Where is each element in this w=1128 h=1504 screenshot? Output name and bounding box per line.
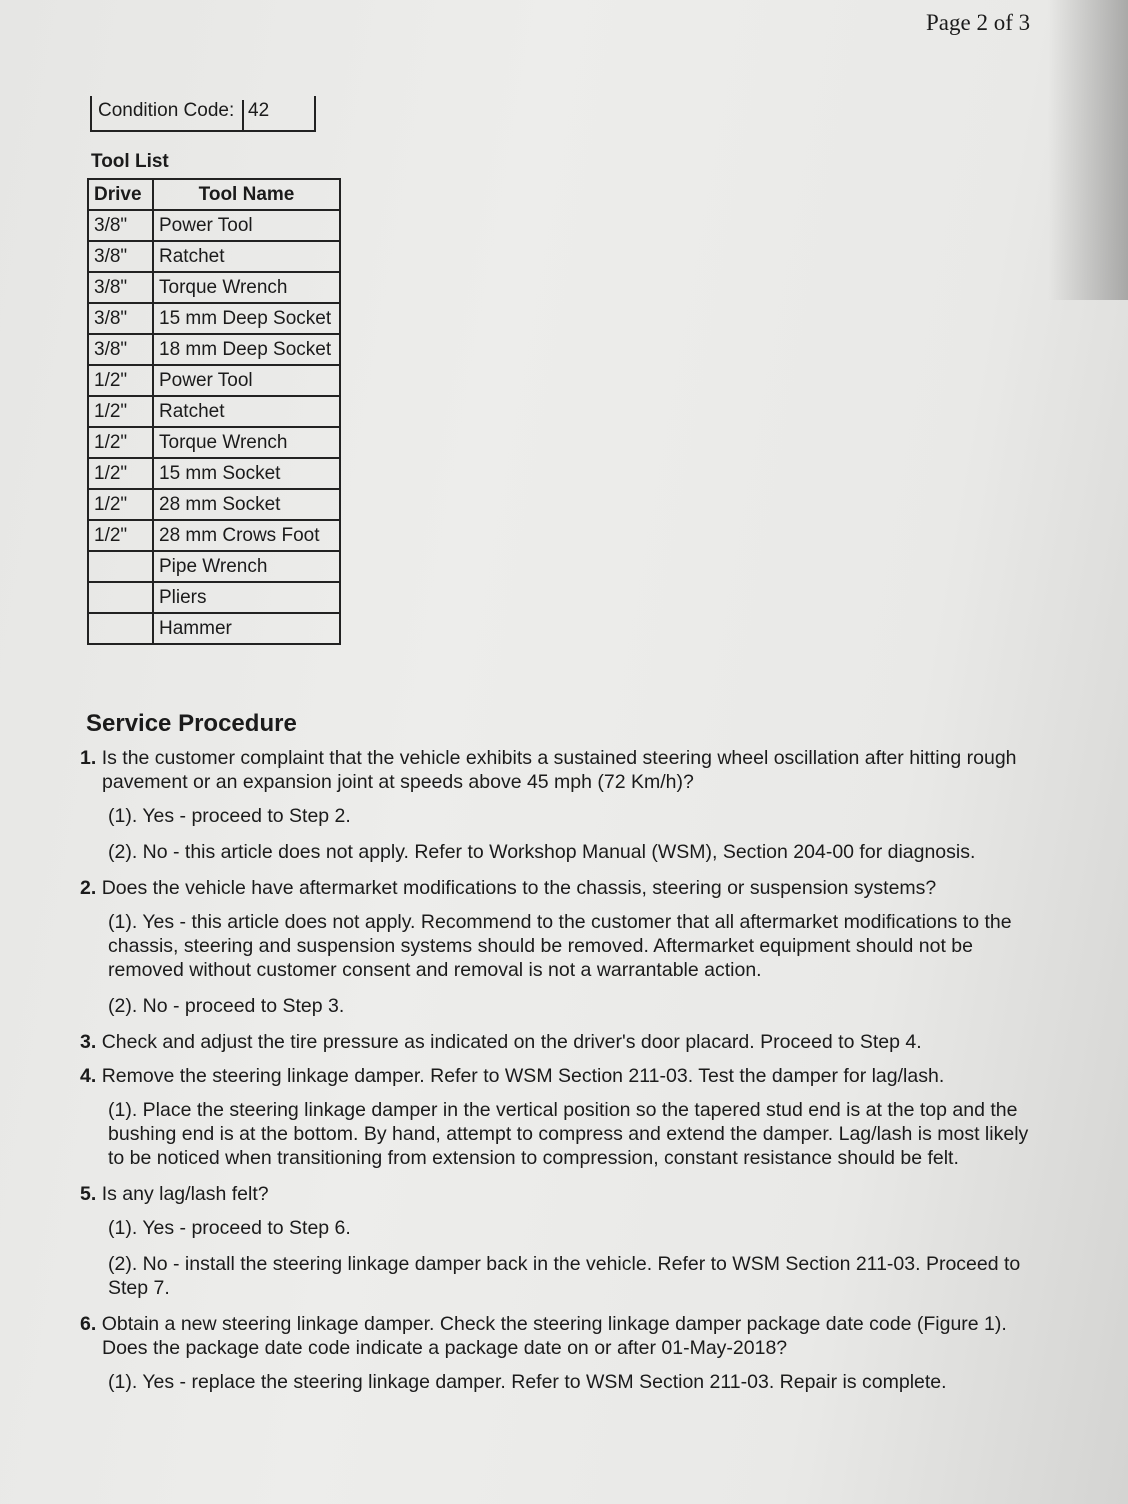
table-row — [88, 458, 340, 489]
step-text: Does the vehicle have aftermarket modifications to the chassis, steering or suspension systems? — [101, 877, 937, 899]
table-row — [88, 396, 340, 427]
step-option: (1). Yes - proceed to Step 6. — [108, 1217, 351, 1239]
header-tool-name: Tool Name — [153, 179, 340, 210]
condition-code-box — [90, 96, 316, 132]
table-row — [88, 365, 340, 396]
drive-cell: 1/2" — [88, 396, 153, 427]
table-row — [88, 489, 340, 520]
step-number: 3. — [80, 1031, 97, 1053]
table-row — [88, 520, 340, 551]
step-option: (1). Place the steering linkage damper in the vertical position so the tapered stud end is at the top and the bushing end is at the bottom. By hand, attempt to compress and extend the damper. Lag/lash is most likely to be noticed when transitioning from extension to compression, constant resistance should be felt. — [108, 1099, 1029, 1169]
tool-name-cell: Power Tool — [153, 210, 340, 241]
service-procedure-title: Service Procedure — [86, 710, 297, 737]
tool-name-cell: 15 mm Socket — [153, 458, 340, 489]
step-option: (1). Yes - replace the steering linkage damper. Refer to WSM Section 211-03. Repair is complete. — [108, 1371, 947, 1393]
drive-cell: 1/2" — [88, 427, 153, 458]
step-text: Obtain a new steering linkage damper. Check the steering linkage damper package date code (Figure 1). Does the package date code indicate a package date on or after 01-May-2018? — [101, 1313, 1007, 1359]
table-row — [88, 303, 340, 334]
step-text: Check and adjust the tire pressure as indicated on the driver's door placard. Proceed to Step 4. — [101, 1031, 922, 1053]
drive-cell: 3/8" — [88, 334, 153, 365]
table-row — [88, 613, 340, 644]
procedure-step — [80, 1030, 1040, 1054]
header-drive: Drive — [88, 179, 153, 210]
drive-cell: 1/2" — [88, 520, 153, 551]
procedure-step — [80, 876, 1040, 900]
table-row — [88, 210, 340, 241]
drive-cell — [88, 551, 153, 582]
drive-cell: 3/8" — [88, 303, 153, 334]
table-row — [88, 427, 340, 458]
tool-name-cell: Torque Wrench — [153, 272, 340, 303]
condition-code-label: Condition Code: — [98, 100, 235, 121]
table-header-row — [88, 179, 340, 210]
tool-name-cell: Ratchet — [153, 241, 340, 272]
tool-name-cell: Pliers — [153, 582, 340, 613]
procedure-step — [80, 1064, 1040, 1088]
step-option: (2). No - install the steering linkage damper back in the vehicle. Refer to WSM Section 211-03. Proceed to Step 7. — [108, 1253, 1021, 1299]
step-option: (2). No - proceed to Step 3. — [108, 995, 345, 1017]
step-number: 1. — [80, 747, 97, 769]
tool-name-cell: Ratchet — [153, 396, 340, 427]
drive-cell: 1/2" — [88, 489, 153, 520]
tool-name-cell: Power Tool — [153, 365, 340, 396]
drive-cell — [88, 582, 153, 613]
drive-cell: 1/2" — [88, 365, 153, 396]
page-number: Page 2 of 3 — [926, 10, 1031, 35]
step-number: 6. — [80, 1313, 97, 1335]
table-row — [88, 582, 340, 613]
condition-code-value: 42 — [242, 100, 269, 130]
procedure-step — [80, 1182, 1040, 1206]
tool-name-cell: 18 mm Deep Socket — [153, 334, 340, 365]
drive-cell: 3/8" — [88, 241, 153, 272]
tool-name-cell: Pipe Wrench — [153, 551, 340, 582]
step-text: Is the customer complaint that the vehicle exhibits a sustained steering wheel oscillation after hitting rough pavement or an expansion joint at speeds above 45 mph (72 Km/h)? — [101, 747, 1017, 793]
drive-cell: 3/8" — [88, 272, 153, 303]
table-row — [88, 551, 340, 582]
tool-name-cell: 28 mm Crows Foot — [153, 520, 340, 551]
step-number: 2. — [80, 877, 97, 899]
step-number: 4. — [80, 1065, 97, 1087]
tool-name-cell: Torque Wrench — [153, 427, 340, 458]
tool-name-cell: Hammer — [153, 613, 340, 644]
procedure-steps — [80, 746, 1040, 1406]
step-option: (1). Yes - this article does not apply. Recommend to the customer that all aftermarket modifications to the chassis, steering and suspension systems should be removed. Aftermarket equipment should not be removed without customer consent and removal is not a warrantable action. — [108, 911, 1012, 981]
photo-shadow — [1048, 0, 1128, 300]
step-option: (1). Yes - proceed to Step 2. — [108, 805, 351, 827]
tool-name-cell: 15 mm Deep Socket — [153, 303, 340, 334]
step-number: 5. — [80, 1183, 97, 1205]
table-row — [88, 334, 340, 365]
tool-list-title: Tool List — [91, 151, 169, 172]
drive-cell: 1/2" — [88, 458, 153, 489]
tool-list-table — [87, 178, 341, 645]
tool-name-cell: 28 mm Socket — [153, 489, 340, 520]
table-row — [88, 241, 340, 272]
drive-cell — [88, 613, 153, 644]
table-row — [88, 272, 340, 303]
procedure-step — [80, 1312, 1040, 1360]
step-option: (2). No - this article does not apply. Refer to Workshop Manual (WSM), Section 204-00 for diagnosis. — [108, 841, 976, 863]
step-text: Is any lag/lash felt? — [101, 1183, 269, 1205]
procedure-step — [80, 746, 1040, 794]
drive-cell: 3/8" — [88, 210, 153, 241]
step-text: Remove the steering linkage damper. Refer to WSM Section 211-03. Test the damper for lag/lash. — [101, 1065, 945, 1087]
